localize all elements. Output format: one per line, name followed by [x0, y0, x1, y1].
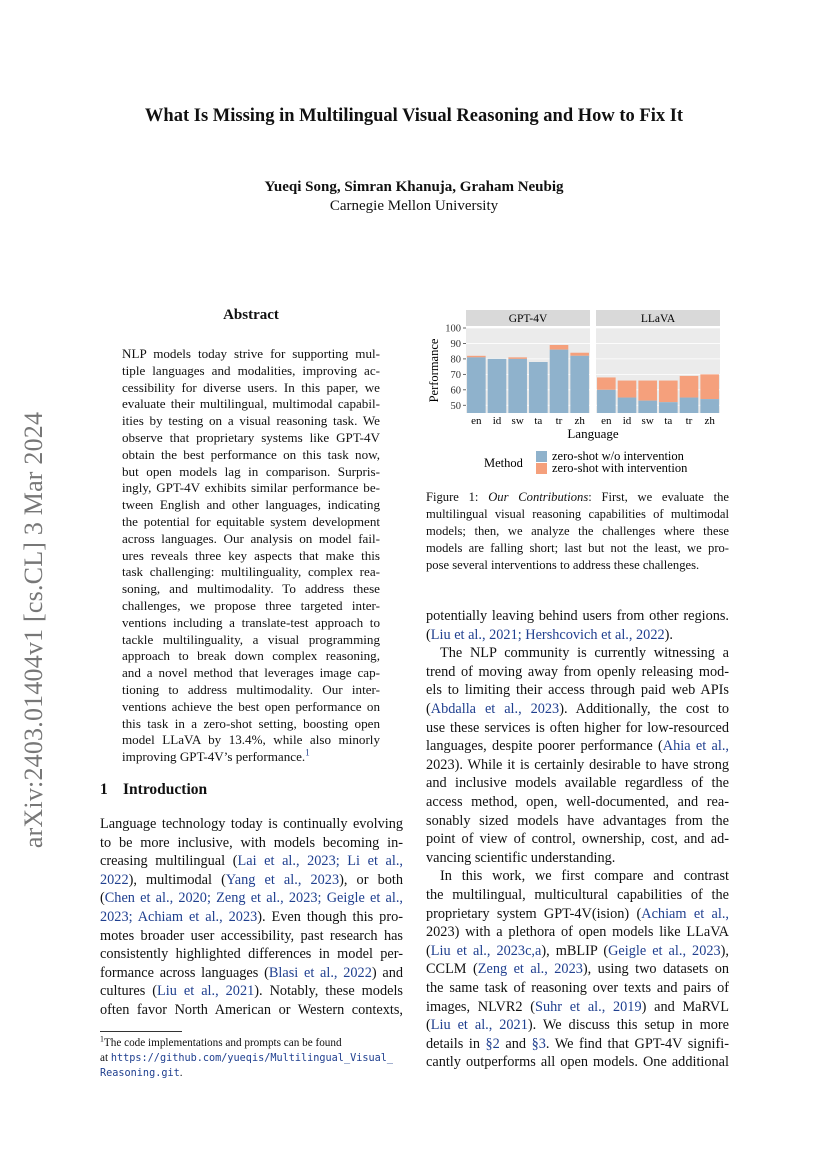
bar-without-intervention — [659, 402, 678, 413]
legend-swatch-intervention — [536, 463, 547, 474]
intro-heading — [100, 781, 207, 799]
abstract-line: obtain the best performance on this task now, — [122, 446, 380, 462]
right-col-line: the same task of reasoning over texts and pairs of — [426, 980, 729, 996]
intro-line: to be more inclusive, with models becoming in- — [100, 834, 403, 851]
abstract-line: tioning to address multimodality. Our inter- — [122, 682, 380, 697]
citation-link[interactable]: Suhr et al., 2019 — [535, 998, 642, 1015]
caption-title: Our Contributions — [488, 490, 589, 504]
abstract-line: task challenging: multilinguality, complex rea- — [122, 564, 380, 580]
abstract-line: approach to break down complex reasoning, — [122, 648, 380, 664]
legend-label-intervention: zero-shot with intervention — [552, 461, 688, 475]
bar-with-intervention — [618, 381, 637, 398]
right-col-line: (Liu et al., 2021). We discuss this setup in more — [426, 1017, 729, 1034]
y-tick-label: 60 — [450, 385, 461, 397]
abstract-line: ventions including a translate-test approach to — [122, 614, 380, 630]
intro-line: (Chen et al., 2020; Zeng et al., 2023; Geigle et al., — [100, 890, 403, 907]
y-axis-title: Performance — [427, 338, 441, 403]
intro-line: motes broader user accessibility, past research has — [100, 927, 403, 944]
right-col-line: the multilingual, multicultural capabilities of the — [426, 887, 729, 903]
y-tick-label: 90 — [450, 338, 461, 350]
right-col-line: access method, open, well-documented, and rea- — [426, 794, 729, 810]
intro-line: often favor North American or Western contexts, — [100, 1002, 403, 1018]
right-col-line: use these services is often higher for low-resourced — [426, 719, 729, 736]
bar-without-intervention — [570, 356, 589, 413]
right-col-line: (Liu et al., 2021; Hershcovich et al., 2022). — [426, 626, 673, 643]
intro-line: cultures (Liu et al., 2021). Notably, these models — [100, 983, 403, 1000]
x-tick-label: id — [622, 415, 632, 427]
bar-without-intervention — [638, 401, 657, 413]
bar-without-intervention — [680, 398, 699, 413]
footnote-ref[interactable]: 1 — [305, 747, 310, 758]
citation-link[interactable]: Abdalla et al., 2023 — [430, 701, 560, 717]
abstract-line: tiple languages and modalities, improving ac- — [122, 362, 380, 378]
abstract-line: evaluate their multilingual, multimodal capabil- — [122, 396, 380, 412]
citation-link[interactable]: Liu et al., 2023c,a — [430, 942, 542, 959]
bar-without-intervention — [488, 359, 507, 413]
footnote-url-link-cont[interactable]: Reasoning.git — [100, 1068, 180, 1079]
footnote-url-link[interactable]: https://github.com/yueqis/Multilingual_Visual_ — [110, 1053, 394, 1064]
right-col-line: and inclusive models available regardless of the — [426, 775, 729, 792]
intro-line: formance across languages (Blasi et al., 2022) and — [100, 964, 403, 981]
arxiv-stamp-text: arXiv:2403.01404v1 [cs.CL] 3 Mar 2024 — [19, 411, 48, 849]
abstract-line: improving GPT-4V’s performance.$^1$ — [122, 747, 310, 765]
x-tick-label: ta — [664, 415, 673, 427]
bar-without-intervention — [618, 398, 637, 413]
citation-link[interactable]: Yang et al., 2023 — [225, 871, 340, 888]
footnote-line-3 — [100, 1066, 403, 1082]
footnote-rule — [100, 1031, 182, 1032]
x-axis-title: Language — [567, 426, 619, 441]
caption-label: Figure 1: — [426, 490, 479, 504]
abstract-line: cessibility for diverse users. In this paper, we — [122, 379, 380, 395]
facet-label: LLaVA — [640, 313, 676, 325]
right-col-line: sonably sized models have advantages from the — [426, 812, 729, 829]
right-col-line: point of view of control, ownership, cost, and ad- — [426, 831, 729, 848]
intro-line: creasing multilingual (Lai et al., 2023; Li et al., — [100, 853, 403, 870]
section-number: 1 — [100, 781, 108, 798]
citation-link[interactable]: Liu et al., 2021 — [430, 1017, 528, 1034]
right-col-line: cantly outperforms all open models. One additional — [426, 1054, 729, 1071]
right-col-line: CCLM (Zeng et al., 2023), using two datasets on — [426, 961, 730, 978]
right-col-line: trend of moving away from openly releasing mod- — [426, 663, 729, 680]
footnote-text: The code implementations and prompts can be found — [103, 1037, 342, 1049]
abstract-line: challenges, we propose three targeted inter- — [122, 598, 380, 613]
section-title: Introduction — [123, 781, 208, 798]
right-col-line: 2023). While it is certainly desirable to have strong — [426, 756, 729, 773]
legend-title: Method — [484, 456, 523, 470]
citation-link[interactable]: Geigle et al., 2023 — [608, 942, 721, 959]
bar-without-intervention — [467, 357, 486, 413]
bar-without-intervention — [550, 350, 569, 413]
citation-link[interactable]: 2023; Achiam et al., 2023 — [100, 909, 258, 925]
bar-with-intervention — [597, 377, 616, 389]
bar-without-intervention — [597, 390, 616, 413]
citation-link[interactable]: Liu et al., 2021; Hershcovich et al., 2022 — [430, 626, 665, 643]
bar-with-intervention — [508, 357, 527, 359]
abstract-line: the potential for equitable system development — [122, 514, 380, 529]
footnote-suffix: . — [179, 1067, 183, 1079]
abstract-line: ventions achieve the best open performance on — [122, 698, 380, 714]
abstract-line: across languages. Our analysis on model fail- — [122, 530, 380, 546]
abstract-line: this task in a zero-shot setting, boosting open — [122, 715, 380, 731]
bar-without-intervention — [700, 399, 719, 413]
y-tick-label: 80 — [450, 354, 461, 366]
citation-link[interactable]: Achiam et al., — [641, 905, 729, 922]
citation-link[interactable]: Liu et al., 2021 — [157, 983, 255, 1000]
bar-with-intervention — [700, 374, 719, 399]
intro-line: 2022), multimodal (Yang et al., 2023), or both — [100, 871, 404, 888]
x-tick-label: tr — [555, 415, 563, 427]
right-col-line: vancing scientific understanding. — [426, 849, 616, 866]
legend-swatch-base — [536, 451, 547, 462]
footnote-line-1 — [100, 1036, 403, 1052]
bar-with-intervention — [638, 381, 657, 401]
abstract-line: ingly, GPT-4V exhibits similar performance be- — [122, 480, 380, 496]
right-col-line: 2023) with a plethora of open models like LLaVA — [426, 924, 729, 941]
right-col-line: els to limiting their access through paid web APIs — [426, 682, 729, 699]
abstract-line: model LLaVA by 13.4%, while also minorly — [122, 732, 380, 748]
paper-title: What Is Missing in Multilingual Visual Reasoning and How to Fix It — [144, 106, 684, 126]
paper-affiliation: Carnegie Mellon University — [329, 198, 499, 214]
intro-line: Language technology today is continually evolving — [100, 816, 403, 832]
right-col-line: images, NLVR2 (Suhr et al., 2019) and MaRVL — [426, 998, 729, 1015]
right-col-line: languages, despite poorer performance (Ahia et al., — [426, 738, 729, 755]
abstract-line: NLP models today strive for supporting mul- — [122, 346, 380, 361]
legend-label-base: zero-shot w/o intervention — [552, 449, 684, 463]
x-tick-label: sw — [511, 415, 524, 427]
citation-link[interactable]: Blasi et al., 2022 — [268, 964, 372, 981]
right-col-line: The NLP community is currently witnessing a — [440, 645, 729, 662]
intro-line: consistently highlighted differences in model per- — [100, 946, 403, 963]
citation-link[interactable]: Chen et al., 2020; Zeng et al., 2023; Geigle et al., — [104, 890, 403, 907]
arxiv-stamp — [10, 380, 58, 880]
bar-without-intervention — [508, 359, 527, 413]
citation-link[interactable]: Zeng et al., 2023 — [477, 961, 583, 978]
abstract-line: ities by testing on a visual reasoning task. We — [122, 413, 380, 429]
x-tick-label: id — [492, 415, 502, 427]
caption-line: multilingual visual reasoning capabilities of multimodal — [426, 507, 729, 521]
citation-link[interactable]: 2022 — [100, 871, 129, 888]
x-tick-label: zh — [574, 415, 585, 427]
right-col-line: proprietary system GPT-4V(ision) (Achiam et al., — [426, 905, 729, 922]
bar-with-intervention — [570, 353, 589, 356]
citation-link[interactable]: Lai et al., 2023; Li et al., — [237, 853, 403, 870]
footnote-prefix: at — [100, 1052, 109, 1064]
abstract-line: observe that proprietary systems like GPT-4V — [122, 430, 380, 445]
abstract-line: and a novel method that leverages image cap- — [122, 665, 380, 681]
footnote-mark: 1 — [100, 1034, 104, 1044]
caption-line: models; then, we analyze the challenges where these — [426, 524, 729, 538]
abstract-line: ures reveals three key aspects that make this — [122, 547, 380, 563]
y-tick-label: 70 — [450, 369, 461, 381]
x-tick-label: en — [471, 415, 482, 427]
right-col-line: (Abdalla et al., 2023). Additionally, the cost to — [426, 701, 730, 717]
x-tick-label: sw — [641, 415, 654, 427]
bar-without-intervention — [529, 362, 548, 413]
right-col-line: details in §2 and §3. We find that GPT-4V signifi- — [426, 1035, 730, 1052]
x-tick-label: tr — [685, 415, 693, 427]
y-tick-label: 50 — [450, 400, 461, 412]
bar-with-intervention — [659, 381, 678, 403]
figure-1-chart — [424, 306, 734, 481]
caption-text: : First, we evaluate the — [588, 490, 730, 504]
x-tick-label: en — [601, 415, 612, 427]
bar-with-intervention — [467, 356, 486, 358]
citation-link[interactable]: §3 — [531, 1035, 546, 1052]
facet-label: GPT-4V — [508, 313, 548, 325]
x-tick-label: zh — [704, 415, 715, 427]
citation-link[interactable]: §2 — [485, 1035, 500, 1052]
bar-with-intervention — [680, 376, 699, 398]
paper-authors: Yueqi Song, Simran Khanuja, Graham Neubig — [264, 179, 564, 195]
abstract-line: but open models lag in comparison. Surpris- — [122, 463, 380, 479]
citation-link[interactable]: Ahia et al., — [662, 738, 729, 755]
right-col-line: potentially leaving behind users from other regions. — [426, 608, 729, 624]
abstract-heading: Abstract — [223, 307, 279, 323]
caption-line: pose several interventions to address these challenges. — [426, 558, 700, 572]
right-col-line: (Liu et al., 2023c,a), mBLIP (Geigle et al., 2023), — [426, 942, 729, 959]
caption-line — [426, 489, 729, 506]
abstract-line: tackle multilinguality, a visual programming — [122, 631, 380, 647]
abstract-line: soning, and multimodality. To address these — [122, 581, 380, 597]
y-tick-label: 100 — [445, 323, 461, 335]
intro-line: 2023; Achiam et al., 2023). Even though this pro- — [100, 909, 403, 925]
abstract-line: tween English and other languages, indicating — [122, 497, 380, 513]
x-tick-label: ta — [534, 415, 543, 427]
bar-with-intervention — [550, 345, 569, 350]
footnote-line-2 — [100, 1051, 403, 1067]
right-col-line: In this work, we first compare and contrast — [440, 868, 729, 885]
caption-line: models are falling short; last but not the least, we pro- — [426, 541, 729, 555]
